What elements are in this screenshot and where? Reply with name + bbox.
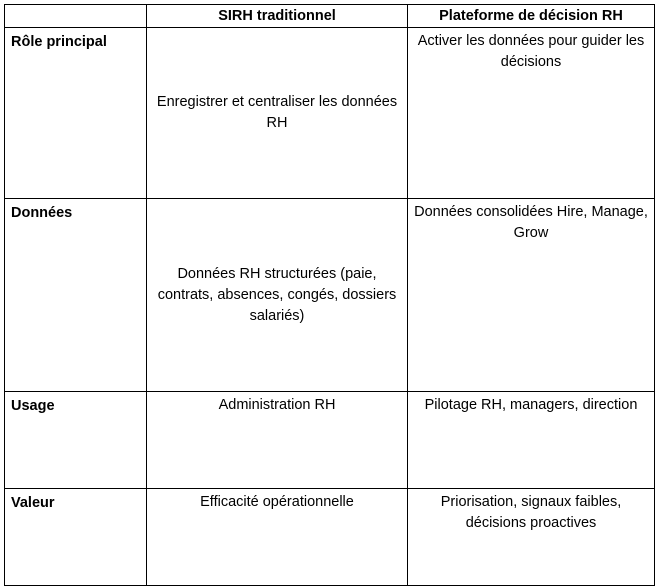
header-empty-cell bbox=[5, 5, 147, 28]
cell-value-sirh bbox=[147, 489, 408, 586]
table-row-data bbox=[5, 199, 655, 392]
cell-usage-sirh bbox=[147, 392, 408, 489]
row-label-value: Valeur bbox=[5, 489, 147, 586]
cell-value-platform-text: Priorisation, signaux faibles, décisions proactives bbox=[440, 494, 622, 531]
cell-data-sirh bbox=[147, 199, 408, 392]
table-row-usage bbox=[5, 392, 655, 489]
cell-data-platform bbox=[408, 199, 655, 392]
cell-data-platform-text: Données consolidées Hire, Manage, Grow bbox=[414, 204, 648, 241]
cell-usage-platform bbox=[408, 392, 655, 489]
header-sirh: SIRH traditionnel bbox=[147, 5, 408, 28]
table-row-value bbox=[5, 489, 655, 586]
cell-role-platform bbox=[408, 28, 655, 199]
header-platform: Plateforme de décision RH bbox=[408, 5, 655, 28]
row-label-data: Données bbox=[5, 199, 147, 392]
table-row-role bbox=[5, 28, 655, 199]
cell-role-sirh-text: Enregistrer et centraliser les données RH bbox=[156, 94, 398, 131]
cell-role-platform-text: Activer les données pour guider les décisions bbox=[417, 33, 645, 70]
row-label-usage: Usage bbox=[5, 392, 147, 489]
cell-usage-sirh-text: Administration RH bbox=[218, 397, 336, 413]
cell-data-sirh-text: Données RH structurées (paie, contrats, absences, congés, dossiers salariés) bbox=[157, 265, 397, 324]
comparison-table bbox=[4, 4, 655, 586]
cell-value-platform bbox=[408, 489, 655, 586]
cell-value-sirh-text: Efficacité opérationnelle bbox=[200, 494, 354, 510]
header-row bbox=[5, 5, 655, 28]
cell-usage-platform-text: Pilotage RH, managers, direction bbox=[424, 397, 638, 413]
cell-role-sirh bbox=[147, 28, 408, 199]
row-label-role: Rôle principal bbox=[5, 28, 147, 199]
